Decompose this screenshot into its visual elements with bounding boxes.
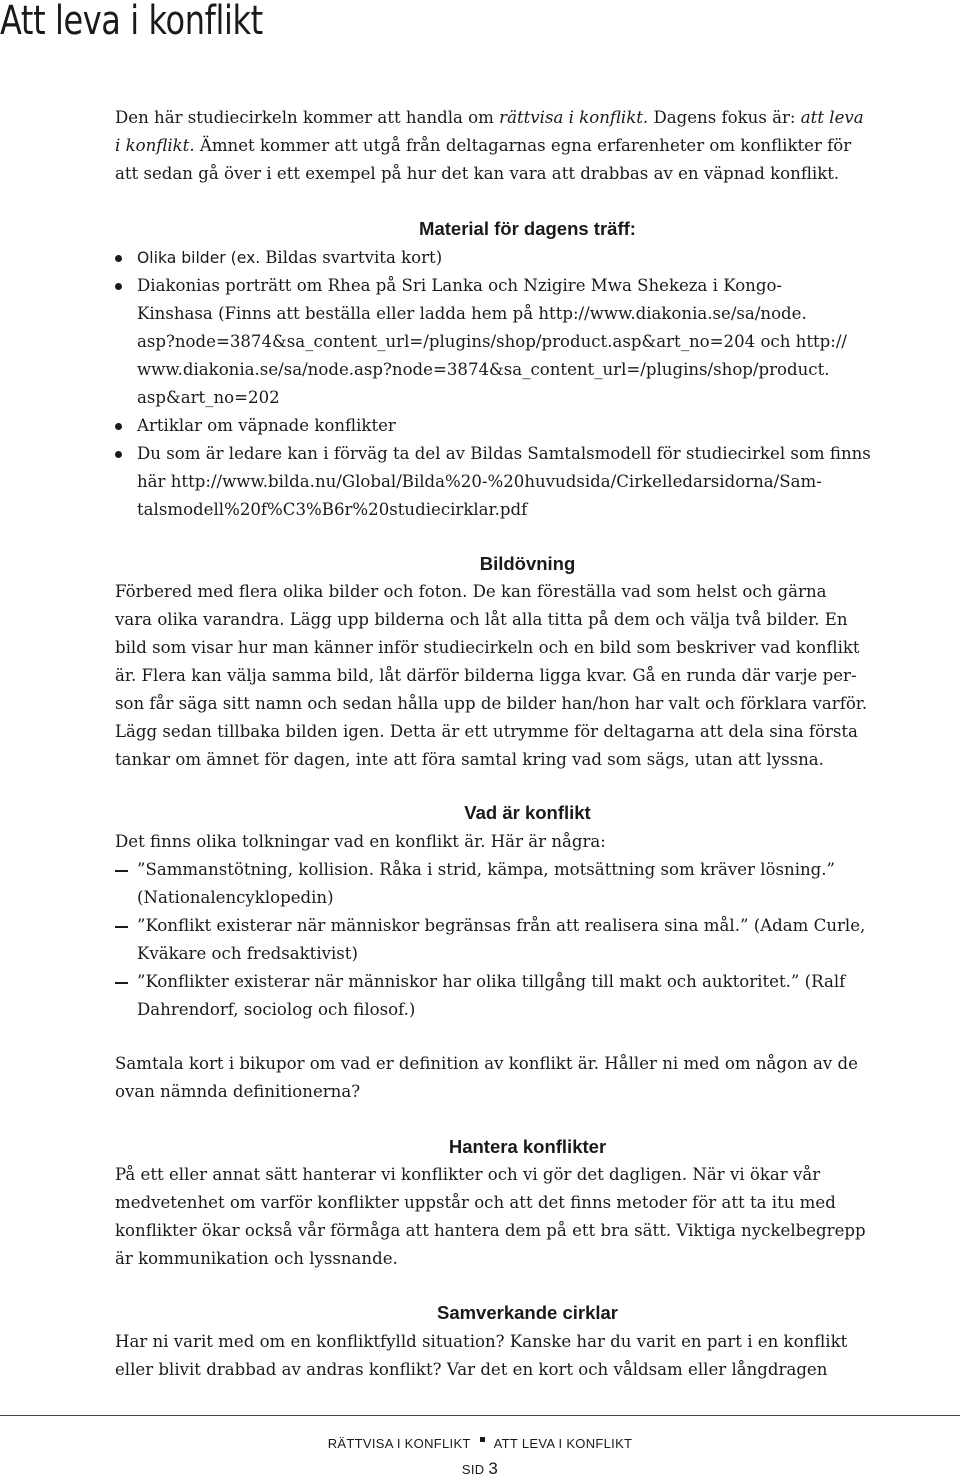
section-heading-vad: Vad är konflikt	[464, 802, 591, 823]
dash-icon	[115, 870, 128, 872]
list-item	[115, 968, 955, 1024]
paragraph-line: Har ni varit med om en konfliktfylld situation? Kanske har du varit en part i en konflikt	[115, 1332, 848, 1352]
list-item	[115, 272, 955, 412]
bullet-icon	[115, 451, 122, 458]
definitions-list	[115, 856, 955, 1024]
bildovning-paragraph	[115, 578, 940, 774]
page-number: 3	[488, 1459, 499, 1478]
list-item-text: asp?node=3874&sa_content_url=/plugins/shop/product.asp&art_no=204 och http://	[137, 332, 848, 352]
list-item-text: Artiklar om väpnade konflikter	[137, 416, 396, 436]
list-item-text: Bildas svartvita kort)	[265, 248, 443, 268]
footer-running-title	[0, 1436, 960, 1451]
intro-text: att sedan gå över i ett exempel på hur det kan vara att drabbas av en väpnad konflikt.	[115, 164, 840, 184]
vad-lead	[115, 828, 940, 856]
list-item	[115, 912, 955, 968]
page-title: Att leva i konflikt	[0, 0, 263, 44]
footer-right-text: ATT LEVA I KONFLIKT	[493, 1436, 633, 1451]
footer-left-text: RÄTTVISA I KONFLIKT	[327, 1436, 471, 1451]
paragraph-line: Det finns olika tolkningar vad en konflikt är. Här är några:	[115, 832, 606, 852]
intro-emphasis: rättvisa i konflikt.	[499, 108, 649, 128]
quote-line: Dahrendorf, sociolog och filosof.)	[137, 1000, 416, 1020]
intro-emphasis: i konflikt.	[115, 136, 195, 156]
quote-line: ”Konflikt existerar när människor begränsas från att realisera sina mål.” (Adam Curle,	[137, 916, 866, 936]
paragraph-line: Förbered med flera olika bilder och foton. De kan föreställa vad som helst och gärna	[115, 582, 827, 602]
intro-text: Dagens fokus är:	[648, 108, 801, 128]
bullet-icon	[115, 423, 122, 430]
paragraph-line: På ett eller annat sätt hanterar vi konflikter och vi gör det dagligen. När vi ökar vår	[115, 1165, 821, 1185]
paragraph-line: konflikter ökar också vår förmåga att hantera dem på ett bra sätt. Viktiga nyckelbegrepp	[115, 1221, 866, 1241]
section-heading-bildovning: Bildövning	[479, 553, 576, 574]
paragraph-line: Samtala kort i bikupor om vad er definition av konflikt är. Håller ni med om någon av de	[115, 1054, 858, 1074]
dash-icon	[115, 982, 128, 984]
paragraph-line: är kommunikation och lyssnande.	[115, 1249, 398, 1269]
paragraph-line: Lägg sedan tillbaka bilden igen. Detta är ett utrymme för deltagarna att dela sina första	[115, 722, 858, 742]
list-item-text: här http://www.bilda.nu/Global/Bilda%20-%20huvudsida/Cirkelledarsidorna/Sam-	[137, 472, 822, 492]
paragraph-line: vara olika varandra. Lägg upp bilderna och låt alla titta på dem och välja två bilder. En	[115, 610, 848, 630]
section-heading-material: Material för dagens träff:	[419, 218, 636, 239]
material-list	[115, 244, 955, 524]
paragraph-line: är. Flera kan välja samma bild, låt därför bilderna ligga kvar. Gå en runda där varje per-	[115, 666, 857, 686]
bullet-icon	[115, 255, 122, 262]
list-item	[115, 412, 955, 440]
paragraph-line: medvetenhet om varför konflikter uppstår och att det finns metoder för att ta itu med	[115, 1193, 836, 1213]
samverkande-paragraph	[115, 1328, 940, 1384]
page-label: SID	[461, 1462, 485, 1477]
paragraph-line: son får säga sitt namn och sedan hålla upp de bilder han/hon har valt och förklara varför.	[115, 694, 868, 714]
hantera-paragraph	[115, 1161, 940, 1273]
bullet-icon	[115, 283, 122, 290]
list-item-text: Du som är ledare kan i förväg ta del av Bildas Samtalsmodell för studiecirkel som finns	[137, 444, 871, 464]
quote-line: ”Sammanstötning, kollision. Råka i strid, kämpa, motsättning som kräver lösning.”	[137, 860, 836, 880]
quote-line: (Nationalencyklopedin)	[137, 888, 334, 908]
quote-line: Kväkare och fredsaktivist)	[137, 944, 358, 964]
list-item	[115, 440, 955, 524]
paragraph-line: ovan nämnda definitionerna?	[115, 1082, 361, 1102]
discussion-paragraph	[115, 1050, 940, 1106]
list-item-text: Olika bilder (ex.	[137, 248, 266, 267]
list-item-text: Kinshasa (Finns att beställa eller ladda hem på http://www.diakonia.se/sa/node.	[137, 304, 807, 324]
list-item-text: talsmodell%20f%C3%B6r%20studiecirklar.pdf	[137, 500, 528, 520]
list-item	[115, 244, 955, 272]
quote-line: ”Konflikter existerar när människor har olika tillgång till makt och auktoritet.” (Ralf	[137, 972, 846, 992]
square-separator-icon	[480, 1437, 485, 1442]
section-heading-samverkande: Samverkande cirklar	[436, 1302, 618, 1323]
paragraph-line: eller blivit drabbad av andras konflikt? Var det en kort och våldsam eller långdragen	[115, 1360, 828, 1380]
intro-paragraph	[115, 104, 940, 188]
list-item	[115, 856, 955, 912]
footer-divider	[0, 1415, 960, 1416]
list-item-text: Diakonias porträtt om Rhea på Sri Lanka och Nzigire Mwa Shekeza i Kongo-	[137, 276, 783, 296]
list-item-text: www.diakonia.se/sa/node.asp?node=3874&sa_content_url=/plugins/shop/product.	[137, 360, 830, 380]
paragraph-line: bild som visar hur man känner inför studiecirkeln och en bild som beskriver vad konflikt	[115, 638, 860, 658]
dash-icon	[115, 926, 128, 928]
intro-emphasis: att leva	[800, 108, 864, 128]
intro-text: Ämnet kommer att utgå från deltagarnas egna erfarenheter om konflikter för	[194, 136, 852, 156]
paragraph-line: tankar om ämnet för dagen, inte att föra samtal kring vad som sägs, utan att lyssna.	[115, 750, 824, 770]
list-item-text: asp&art_no=202	[137, 388, 280, 408]
footer-page-number	[0, 1459, 960, 1479]
section-heading-hantera: Hantera konflikter	[448, 1136, 607, 1157]
intro-text: Den här studiecirkeln kommer att handla om	[115, 108, 500, 128]
